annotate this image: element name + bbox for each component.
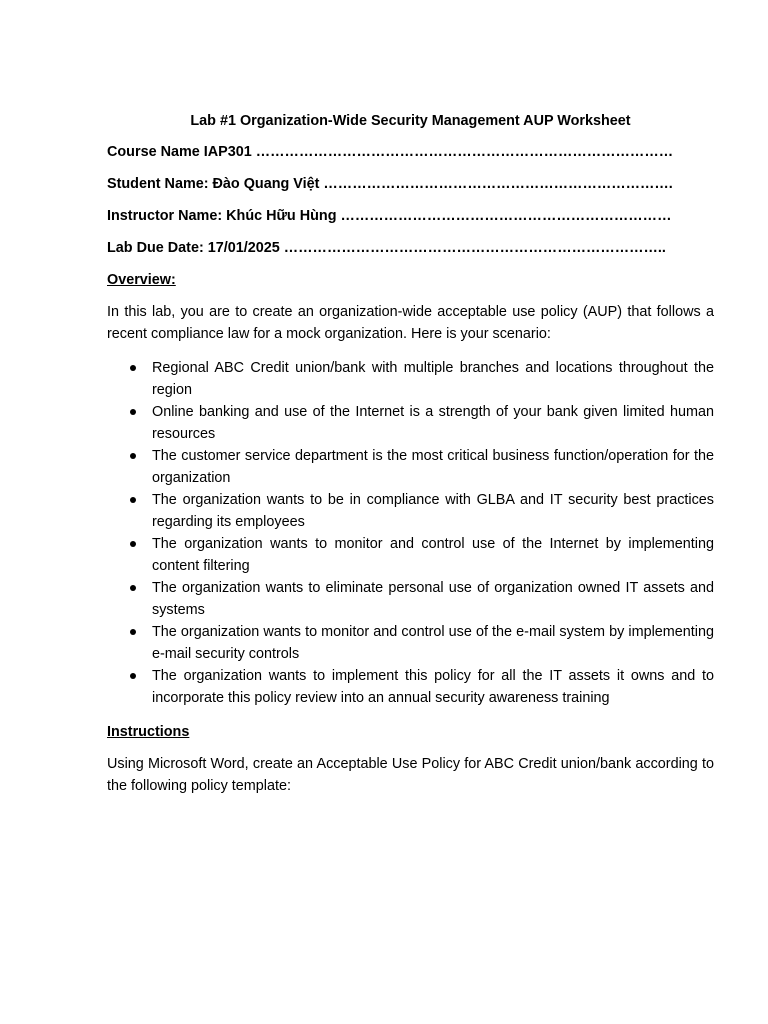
due-date-line: Lab Due Date: 17/01/2025 …………………………………………………………………….. [107,240,666,256]
overview-paragraph: In this lab, you are to create an organization-wide acceptable use policy (AUP) that follows a recent compliance law for a mock organization. Here is your scenario: [107,304,714,342]
list-item-text: The customer service department is the most critical business function/operation for the organization [152,448,714,486]
instructor-name-line: Instructor Name: Khúc Hữu Hùng …………………………………………………………… [107,208,672,224]
instructions-paragraph: Using Microsoft Word, create an Acceptable Use Policy for ABC Credit union/bank according to the following policy template: [107,756,714,794]
list-item [107,577,714,621]
document-page [107,110,714,809]
list-item-text: Regional ABC Credit union/bank with multiple branches and locations throughout the region [152,360,714,398]
list-item [107,357,714,401]
instructions-heading: Instructions [107,724,190,740]
list-item [107,533,714,577]
list-item [107,489,714,533]
list-item-text: The organization wants to be in compliance with GLBA and IT security best practices regarding its employees [152,492,714,530]
bullet-icon [130,673,136,679]
overview-heading: Overview: [107,272,176,288]
bullet-icon [130,365,136,371]
list-item [107,621,714,665]
list-item-text: The organization wants to monitor and control use of the e-mail system by implementing e-mail security controls [152,624,714,662]
document-title: Lab #1 Organization-Wide Security Management AUP Worksheet [190,113,631,129]
scenario-list [107,357,714,709]
list-item-text: The organization wants to eliminate personal use of organization owned IT assets and systems [152,580,714,618]
course-name-line: Course Name IAP301 …………………………………………………………………………… [107,144,674,160]
bullet-icon [130,629,136,635]
list-item-text: The organization wants to implement this policy for all the IT assets it owns and to incorporate this policy review into an annual security awareness training [152,668,714,706]
list-item [107,401,714,445]
list-item-text: The organization wants to monitor and control use of the Internet by implementing content filtering [152,536,714,574]
bullet-icon [130,541,136,547]
bullet-icon [130,409,136,415]
student-name-line: Student Name: Đào Quang Việt ………………………………………………………………. [107,176,673,192]
list-item-text: Online banking and use of the Internet is a strength of your bank given limited human resources [152,404,714,442]
bullet-icon [130,585,136,591]
bullet-icon [130,497,136,503]
bullet-icon [130,453,136,459]
list-item [107,665,714,709]
list-item [107,445,714,489]
